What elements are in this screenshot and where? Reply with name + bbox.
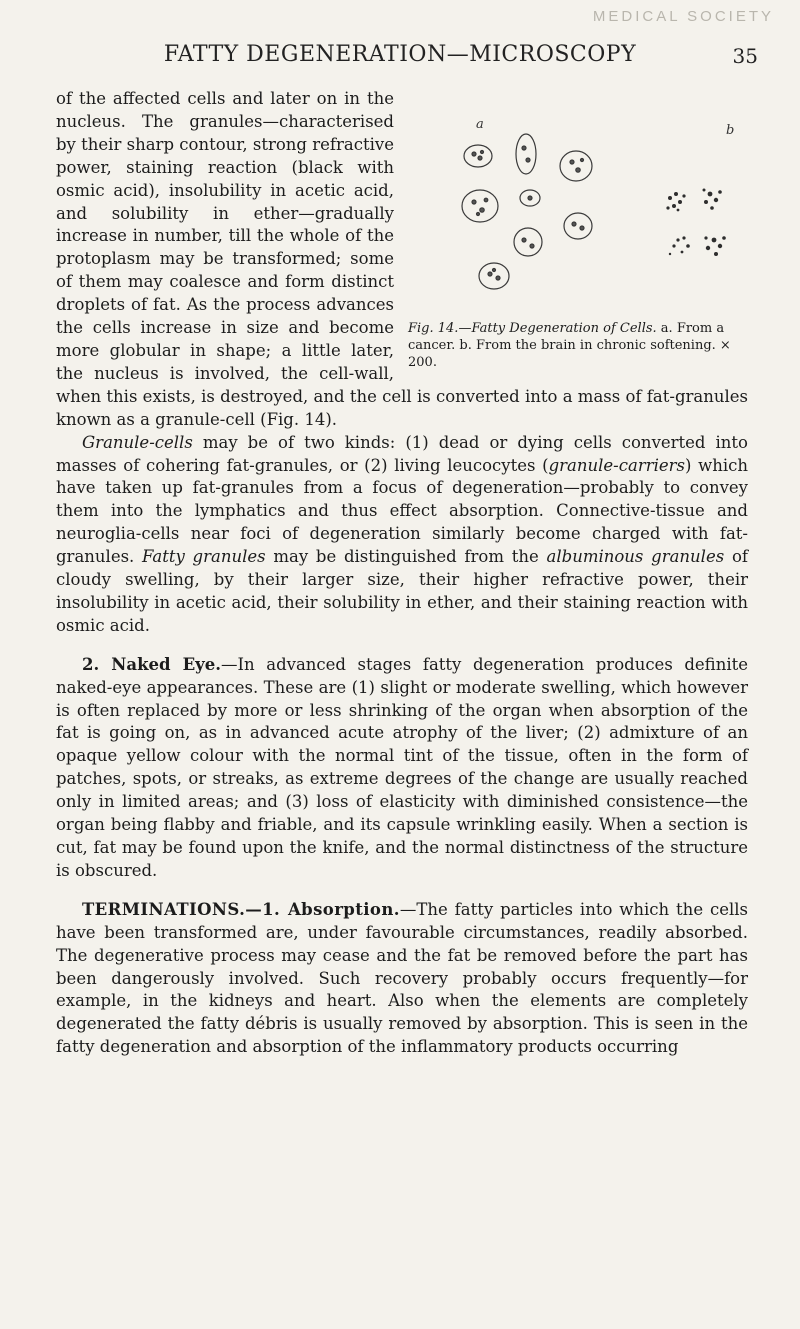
figure-14 bbox=[408, 114, 748, 371]
cell-a3 bbox=[560, 151, 592, 181]
paragraph-naked-eye: 2. Naked Eye.—In advanced stages fatty degeneration produces definite naked-eye appearances. These are (1) slight or moderate swelling, which however is often replaced by more or less shrinking of the organ when absorption of the fat is going on, as in advanced acute atrophy of the liver; (2) admixture of an opaque yellow colour with the normal tint of the tissue, often in the form of patches, spots, or streaks, as extreme degrees of the change are usually reached only in limited areas; and (3) loss of elasticity with diminished consistence—the organ being flabby and friable, and its capsule wrinkling easily. When a section is cut, fat may be found upon the knife, and the normal distinctness of the structure is obscured. bbox=[56, 654, 748, 880]
paragraph-terminations: TERMINATIONS.—1. Absorption.—The fatty particles into which the cells have been transformed are, under favourable circumstances, readily absorbed. The degenerative process may cease and the fat be removed before the part has been dangerously involved. Such recovery probably occurs frequently—for example, in the kidneys and heart. Also when the elements are completely degenerated the fatty débris is usually removed by absorption. This is seen in the fatty degeneration and absorption of the inflammatory products occurring bbox=[56, 899, 748, 1057]
cell-a7 bbox=[514, 228, 542, 256]
library-stamp: MEDICAL SOCIETY bbox=[592, 8, 774, 25]
granule-cells-illustration bbox=[408, 114, 748, 314]
cell-a5 bbox=[520, 190, 540, 206]
cell-a4 bbox=[462, 190, 498, 222]
group-b-cells bbox=[666, 189, 725, 257]
paragraph-granules: of the affected cells and later on in the nucleus. The granules—characterised by their sharp contour, strong refractive power, staining reaction (black with osmic acid), insolubility in acetic acid, and solubility in ether—gradually increase in number, till the whole of the protoplasm may be transformed; some of them may coalesce and form distinct droplets of fat. As the process advances the cells increase in size and become more globular in shape; a little later, the nucleus is involved, the cell-wall, when this exists, is destroyed, and the cell is converted into a mass of fat-granules known as a granule-cell (Fig. 14). bbox=[56, 89, 748, 429]
page-number: 35 bbox=[732, 44, 758, 68]
body-text bbox=[56, 88, 748, 1059]
paragraph-granule-cells: Granule-cells may be of two kinds: (1) dead or dying cells converted into masses of cohering fat-granules, or (2) living leucocytes (granule-carriers) which have taken up fat-granules from a focus of degeneration—probably to convey them into the lymphatics and thus effect absorption. Connective-tissue and neuroglia-cells near foci of degeneration similarly become charged with fat-granules. Fatty granules may be distinguished from the albuminous granules of cloudy swelling, by their larger size, their higher refractive power, their insolubility in acetic acid, their solubility in ether, and their staining reaction with osmic acid. bbox=[56, 432, 748, 635]
cell-a1 bbox=[464, 145, 492, 167]
cell-b4 bbox=[704, 236, 725, 256]
figure-caption: Fig. 14.—Fatty Degeneration of Cells. a. From a cancer. b. From the brain in chronic softening. × 200. bbox=[408, 321, 731, 370]
figure-label-b: b bbox=[726, 123, 735, 138]
figure-label-a: a bbox=[476, 117, 484, 132]
group-a-cells bbox=[462, 134, 592, 289]
cell-a2 bbox=[516, 134, 536, 174]
running-title: FATTY DEGENERATION—MICROSCOPY bbox=[163, 42, 637, 67]
cell-a8 bbox=[479, 263, 509, 289]
cell-b3 bbox=[669, 236, 690, 255]
cell-b1 bbox=[666, 192, 685, 211]
cell-b2 bbox=[703, 189, 722, 210]
cell-a6 bbox=[564, 213, 592, 239]
